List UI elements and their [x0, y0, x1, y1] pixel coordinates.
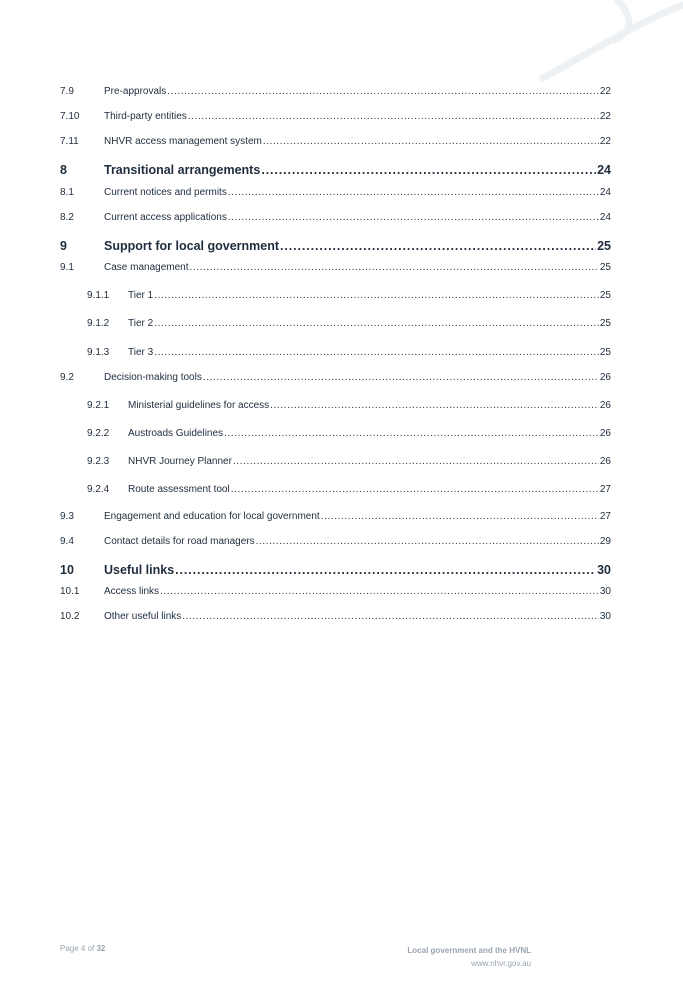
- toc-leader-dots: [154, 344, 599, 362]
- corner-decoration: [523, 0, 683, 90]
- toc-entry-number: 10.2: [60, 611, 80, 622]
- toc-entry-number: 8: [60, 163, 67, 177]
- toc-entry[interactable]: [60, 184, 611, 202]
- toc-entry[interactable]: [60, 209, 611, 227]
- page-prefix: Page 4 of: [60, 944, 95, 953]
- toc-leader-dots: [233, 453, 599, 471]
- toc-entry-title: Route assessment tool: [128, 484, 230, 495]
- toc-entry-title: Pre-approvals: [104, 86, 167, 97]
- toc-entry[interactable]: [60, 561, 611, 579]
- toc-leader-dots: [231, 481, 599, 499]
- toc-entry-page: 26: [599, 400, 611, 411]
- toc-entry-page: 26: [599, 428, 611, 439]
- toc-entry[interactable]: [60, 508, 611, 526]
- toc-entry-title: NHVR access management system: [104, 136, 262, 147]
- toc-entry-number: 9.1.1: [87, 290, 110, 301]
- toc-entry-title: Tier 3: [128, 347, 154, 358]
- toc-entry-page: 27: [599, 511, 611, 522]
- toc-entry-number: 10.1: [60, 586, 80, 597]
- toc-entry-title: Case management: [104, 262, 189, 273]
- toc-leader-dots: [224, 425, 599, 443]
- toc-leader-dots: [270, 397, 599, 415]
- toc-entry[interactable]: [87, 425, 611, 443]
- toc-entry-number: 8.1: [60, 187, 74, 198]
- toc-entry-number: 9.1.2: [87, 318, 110, 329]
- toc-entry-title: Support for local government: [104, 239, 280, 253]
- toc-entry-number: 9.2.1: [87, 400, 110, 411]
- page-total: 32: [96, 944, 106, 953]
- toc-leader-dots: [190, 259, 599, 277]
- website-link[interactable]: www.nhvr.gov.au: [471, 959, 531, 968]
- toc-entry[interactable]: [60, 533, 611, 551]
- toc-entry-number: 7.10: [60, 111, 80, 122]
- toc-entry-title: Ministerial guidelines for access: [128, 400, 270, 411]
- toc-leader-dots: [160, 583, 599, 601]
- toc-entry[interactable]: [60, 108, 611, 126]
- toc-entry-page: 26: [599, 372, 611, 383]
- toc-leader-dots: [263, 133, 599, 151]
- toc-entry-number: 9.2.4: [87, 484, 110, 495]
- toc-entry-title: NHVR Journey Planner: [128, 456, 232, 467]
- toc-entry-number: 7.9: [60, 86, 74, 97]
- toc-entry-title: Engagement and education for local government: [104, 511, 320, 522]
- toc-leader-dots: [280, 237, 596, 255]
- toc-entry-title: Decision-making tools: [104, 372, 202, 383]
- toc-entry-page: 24: [597, 163, 611, 177]
- toc-entry-page: 30: [599, 586, 611, 597]
- toc-entry-page: 30: [597, 563, 611, 577]
- toc-entry-page: 25: [599, 290, 611, 301]
- toc-entry-number: 10: [60, 563, 74, 577]
- toc-entry-page: 27: [599, 484, 611, 495]
- toc-entry-page: 22: [599, 111, 611, 122]
- toc-leader-dots: [256, 533, 599, 551]
- toc-entry-page: 25: [599, 318, 611, 329]
- toc-leader-dots: [228, 184, 599, 202]
- toc-entry[interactable]: [60, 83, 611, 101]
- toc-entry-title: Austroads Guidelines: [128, 428, 224, 439]
- toc-entry-number: 9.4: [60, 536, 74, 547]
- toc-entry-title: Third-party entities: [104, 111, 187, 122]
- toc-entry-number: 9: [60, 239, 67, 253]
- toc-entry-number: 9.2: [60, 372, 74, 383]
- toc-entry[interactable]: [60, 237, 611, 255]
- toc-leader-dots: [261, 161, 596, 179]
- toc-entry-title: Tier 1: [128, 290, 154, 301]
- toc-entry-page: 24: [599, 212, 611, 223]
- toc-entry-title: Transitional arrangements: [104, 163, 261, 177]
- toc-leader-dots: [228, 209, 599, 227]
- toc-entry-page: 25: [597, 239, 611, 253]
- toc-entry-number: 9.3: [60, 511, 74, 522]
- toc-entry[interactable]: [87, 397, 611, 415]
- toc-entry-page: 25: [599, 262, 611, 273]
- toc-entry-page: 29: [599, 536, 611, 547]
- toc-leader-dots: [188, 108, 599, 126]
- toc-leader-dots: [182, 608, 599, 626]
- toc-entry-title: Tier 2: [128, 318, 154, 329]
- toc-entry-title: Other useful links: [104, 611, 182, 622]
- toc-entry-number: 9.2.2: [87, 428, 110, 439]
- footer-page-number: [60, 944, 105, 953]
- toc-entry-number: 8.2: [60, 212, 74, 223]
- toc-leader-dots: [321, 508, 599, 526]
- toc-entry[interactable]: [60, 259, 611, 277]
- footer-document-info: [407, 944, 531, 970]
- toc-entry-page: 24: [599, 187, 611, 198]
- toc-entry-number: 9.2.3: [87, 456, 110, 467]
- toc-entry-number: 9.1: [60, 262, 74, 273]
- toc-entry[interactable]: [87, 287, 611, 305]
- toc-entry[interactable]: [60, 608, 611, 626]
- toc-entry-number: 9.1.3: [87, 347, 110, 358]
- toc-entry-title: Current access applications: [104, 212, 227, 223]
- document-title: Local government and the HVNL: [407, 946, 531, 955]
- toc-entry[interactable]: [60, 369, 611, 387]
- toc-entry[interactable]: [87, 315, 611, 333]
- toc-leader-dots: [175, 561, 596, 579]
- toc-entry[interactable]: [87, 453, 611, 471]
- toc-leader-dots: [154, 315, 599, 333]
- toc-entry-page: 25: [599, 347, 611, 358]
- toc-entry-page: 22: [599, 136, 611, 147]
- toc-entry-title: Contact details for road managers: [104, 536, 255, 547]
- toc-entry-title: Current notices and permits: [104, 187, 227, 198]
- toc-entry[interactable]: [60, 161, 611, 179]
- toc-entry[interactable]: [87, 344, 611, 362]
- toc-entry[interactable]: [87, 481, 611, 499]
- toc-entry-page: 30: [599, 611, 611, 622]
- toc-leader-dots: [154, 287, 599, 305]
- toc-entry-page: 26: [599, 456, 611, 467]
- toc-leader-dots: [167, 83, 599, 101]
- toc-entry-title: Access links: [104, 586, 160, 597]
- toc-entry-number: 7.11: [60, 136, 79, 147]
- toc-entry[interactable]: [60, 133, 611, 151]
- toc-entry[interactable]: [60, 583, 611, 601]
- toc-entry-title: Useful links: [104, 563, 175, 577]
- toc-entry-page: 22: [599, 86, 611, 97]
- toc-leader-dots: [203, 369, 599, 387]
